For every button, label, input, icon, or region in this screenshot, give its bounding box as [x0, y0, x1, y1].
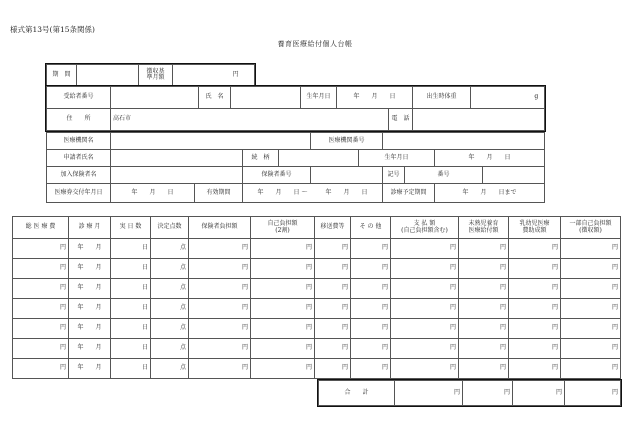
- ledger-cell[interactable]: 円: [351, 279, 391, 299]
- ledger-cell[interactable]: 日: [111, 239, 151, 259]
- ledger-cell[interactable]: 年 月: [69, 299, 111, 319]
- ledger-cell[interactable]: 円: [561, 339, 621, 359]
- ledger-header-cell: 実 日 数: [111, 217, 151, 239]
- ledger-cell[interactable]: 日: [111, 319, 151, 339]
- ledger-row: [13, 339, 621, 359]
- ledger-cell[interactable]: 円: [189, 339, 251, 359]
- ledger-cell[interactable]: 円: [509, 319, 561, 339]
- ledger-cell[interactable]: 円: [459, 259, 509, 279]
- ledger-cell[interactable]: 円: [509, 279, 561, 299]
- insurance-holder-label: 加入保険者名: [47, 167, 111, 184]
- total-box: [318, 380, 621, 406]
- ledger-cell[interactable]: 円: [459, 319, 509, 339]
- institution-name-label: 医療機関名: [47, 133, 111, 150]
- ledger-cell[interactable]: 円: [315, 279, 351, 299]
- ledger-cell[interactable]: 日: [111, 299, 151, 319]
- ledger-cell[interactable]: 円: [189, 259, 251, 279]
- ledger-cell[interactable]: 年 月: [69, 319, 111, 339]
- total-premature-benefit[interactable]: 円: [463, 381, 513, 406]
- ledger-cell[interactable]: 円: [391, 359, 459, 379]
- ledger-header-cell: 支 払 額 (自己負担額含む): [391, 217, 459, 239]
- ledger-cell[interactable]: 点: [151, 319, 189, 339]
- ledger-cell[interactable]: 円: [251, 319, 315, 339]
- ledger-cell[interactable]: 円: [351, 359, 391, 379]
- institution-code-label: 医療機関番号: [311, 133, 383, 150]
- relation-input[interactable]: [279, 150, 359, 167]
- phone-label: 電 話: [389, 109, 413, 131]
- ledger-header-cell: 未熟児養育 医療給付額: [459, 217, 509, 239]
- ledger-cell[interactable]: 円: [561, 259, 621, 279]
- ledger-cell[interactable]: 円: [13, 339, 69, 359]
- ledger-cell[interactable]: 円: [561, 299, 621, 319]
- ledger-cell[interactable]: 円: [391, 259, 459, 279]
- ledger-cell[interactable]: 円: [509, 239, 561, 259]
- ledger-header-cell: 移送費等: [315, 217, 351, 239]
- valid-period-label: 有効期間: [195, 184, 243, 203]
- ledger-cell[interactable]: 年 月: [69, 239, 111, 259]
- details-box: [46, 132, 545, 203]
- ledger-cell[interactable]: 円: [561, 239, 621, 259]
- ledger-row: [13, 239, 621, 259]
- base-amount-label: 徴収基 準月額: [139, 65, 173, 86]
- symbol-label: 記号: [383, 167, 405, 184]
- total-label: 合 計: [319, 381, 395, 406]
- ledger-cell[interactable]: 日: [111, 279, 151, 299]
- ledger-cell[interactable]: 円: [315, 339, 351, 359]
- ledger-cell[interactable]: 年 月: [69, 359, 111, 379]
- ledger-cell[interactable]: 円: [189, 299, 251, 319]
- gram-unit: g: [534, 93, 539, 101]
- ledger-header-row: [13, 217, 621, 239]
- recipient-birthdate-input[interactable]: 年 月 日: [337, 87, 413, 109]
- ledger-cell[interactable]: 円: [251, 279, 315, 299]
- ledger-cell[interactable]: 円: [351, 319, 391, 339]
- ledger-cell[interactable]: 円: [561, 279, 621, 299]
- ledger-cell[interactable]: 日: [111, 339, 151, 359]
- ticket-issue-date-input[interactable]: 年 月 日: [111, 184, 195, 203]
- insurance-holder-input[interactable]: [111, 167, 243, 184]
- ledger-row: [13, 359, 621, 379]
- ledger-cell[interactable]: 円: [391, 239, 459, 259]
- ledger-cell[interactable]: 円: [13, 299, 69, 319]
- ledger-cell[interactable]: 円: [391, 339, 459, 359]
- ledger-cell[interactable]: 円: [391, 279, 459, 299]
- birth-weight-label: 出生時体重: [413, 87, 471, 109]
- form-number: 様式第13号(第15条関係): [10, 25, 95, 34]
- ledger-cell[interactable]: 円: [189, 319, 251, 339]
- valid-period-input[interactable]: 年 月 日 ～ 年 月 日: [243, 184, 383, 203]
- recipient-birthdate-label: 生年月日: [301, 87, 337, 109]
- ledger-cell[interactable]: 円: [13, 359, 69, 379]
- ledger-body: [13, 239, 621, 379]
- recipient-number-label: 受給者番号: [47, 87, 111, 109]
- ledger-cell[interactable]: 点: [151, 279, 189, 299]
- ledger-row: [13, 299, 621, 319]
- ledger-cell[interactable]: 年 月: [69, 259, 111, 279]
- ledger-cell[interactable]: 円: [351, 239, 391, 259]
- birth-weight-input[interactable]: [471, 87, 545, 109]
- ledger-cell[interactable]: 点: [151, 339, 189, 359]
- recipient-name-input[interactable]: [231, 87, 301, 109]
- ledger-cell[interactable]: 円: [351, 299, 391, 319]
- ledger-cell[interactable]: 円: [251, 239, 315, 259]
- ledger-cell[interactable]: 円: [13, 239, 69, 259]
- ledger-header-cell: 保険者負担額: [189, 217, 251, 239]
- total-payment[interactable]: 円: [395, 381, 463, 406]
- ledger-cell[interactable]: 円: [459, 359, 509, 379]
- ledger-cell[interactable]: 円: [351, 339, 391, 359]
- form-title: 養育医療給付個人台帳: [277, 40, 353, 48]
- ledger-cell[interactable]: 点: [151, 359, 189, 379]
- total-copay[interactable]: 円: [565, 381, 621, 406]
- period-input[interactable]: [77, 65, 139, 86]
- ledger-cell[interactable]: 円: [315, 359, 351, 379]
- insurer-number-input[interactable]: [311, 167, 383, 184]
- applicant-name-input[interactable]: [111, 150, 243, 167]
- ledger-row: [13, 259, 621, 279]
- institution-name-input[interactable]: [111, 133, 311, 150]
- ledger-cell[interactable]: 円: [251, 299, 315, 319]
- ledger-cell[interactable]: 円: [509, 359, 561, 379]
- ledger-cell[interactable]: 円: [251, 359, 315, 379]
- ledger-cell[interactable]: 年 月: [69, 279, 111, 299]
- ledger-cell[interactable]: 点: [151, 259, 189, 279]
- ledger-header-cell: 総 医 療 費: [13, 217, 69, 239]
- ledger-cell[interactable]: 円: [459, 239, 509, 259]
- recipient-name-label: 氏 名: [199, 87, 231, 109]
- ledger-cell[interactable]: 円: [13, 319, 69, 339]
- address-input[interactable]: 高石市: [111, 109, 389, 131]
- ledger-cell[interactable]: 円: [315, 319, 351, 339]
- ledger-cell[interactable]: 点: [151, 299, 189, 319]
- total-infant-subsidy[interactable]: 円: [513, 381, 565, 406]
- institution-code-input[interactable]: [383, 133, 545, 150]
- ledger-cell[interactable]: 円: [189, 239, 251, 259]
- ledger-cell[interactable]: 円: [315, 259, 351, 279]
- ledger-cell[interactable]: 日: [111, 359, 151, 379]
- ledger-cell[interactable]: 円: [459, 339, 509, 359]
- applicant-birthdate-input[interactable]: 年 月 日: [435, 150, 545, 167]
- ledger-header-cell: 自己負担額 (2割): [251, 217, 315, 239]
- insurer-number-label: 保険者番号: [243, 167, 311, 184]
- ledger-cell[interactable]: 点: [151, 239, 189, 259]
- ledger-cell[interactable]: 円: [391, 319, 459, 339]
- ledger-cell[interactable]: 円: [509, 259, 561, 279]
- ledger-cell[interactable]: 円: [13, 279, 69, 299]
- relation-label: 続 柄: [243, 150, 279, 167]
- base-amount-input[interactable]: [173, 65, 255, 86]
- applicant-birthdate-label: 生年月日: [359, 150, 435, 167]
- ledger-cell[interactable]: 円: [13, 259, 69, 279]
- billing-ledger-table: [12, 216, 621, 379]
- number-label: 番号: [405, 167, 483, 184]
- number-input[interactable]: [483, 167, 545, 184]
- period-label: 期 間: [47, 65, 77, 86]
- address-label: 住 所: [47, 109, 111, 131]
- ledger-cell[interactable]: 日: [111, 259, 151, 279]
- ledger-cell[interactable]: 円: [189, 279, 251, 299]
- yen-unit: 円: [232, 70, 239, 78]
- recipient-box: [46, 86, 545, 131]
- ledger-cell[interactable]: 円: [189, 359, 251, 379]
- ledger-cell[interactable]: 円: [561, 359, 621, 379]
- ledger-header-cell: そ の 他: [351, 217, 391, 239]
- ledger-header-cell: 一部自己負担額 (徴収額): [561, 217, 621, 239]
- recipient-number-input[interactable]: [111, 87, 199, 109]
- ledger-cell[interactable]: 円: [459, 299, 509, 319]
- ledger-cell[interactable]: 円: [251, 259, 315, 279]
- ledger-row: [13, 279, 621, 299]
- planned-period-input[interactable]: 年 月 日まで: [435, 184, 545, 203]
- ledger-cell[interactable]: 円: [315, 299, 351, 319]
- ledger-cell[interactable]: 円: [391, 299, 459, 319]
- planned-period-label: 診療予定期間: [383, 184, 435, 203]
- period-box: [46, 64, 255, 86]
- ledger-cell[interactable]: 円: [315, 239, 351, 259]
- applicant-name-label: 申請者氏名: [47, 150, 111, 167]
- ledger-cell[interactable]: 円: [459, 279, 509, 299]
- ledger-cell[interactable]: 円: [251, 339, 315, 359]
- ledger-row: [13, 319, 621, 339]
- ticket-issue-date-label: 医療券交付年月日: [47, 184, 111, 203]
- ledger-header-cell: 乳幼児医療 費助成額: [509, 217, 561, 239]
- ledger-cell[interactable]: 円: [509, 299, 561, 319]
- ledger-cell[interactable]: 円: [561, 319, 621, 339]
- ledger-header-cell: 診 療 月: [69, 217, 111, 239]
- ledger-cell[interactable]: 円: [351, 259, 391, 279]
- ledger-header-cell: 決定点数: [151, 217, 189, 239]
- ledger-cell[interactable]: 年 月: [69, 339, 111, 359]
- phone-input[interactable]: [413, 109, 545, 131]
- ledger-cell[interactable]: 円: [509, 339, 561, 359]
